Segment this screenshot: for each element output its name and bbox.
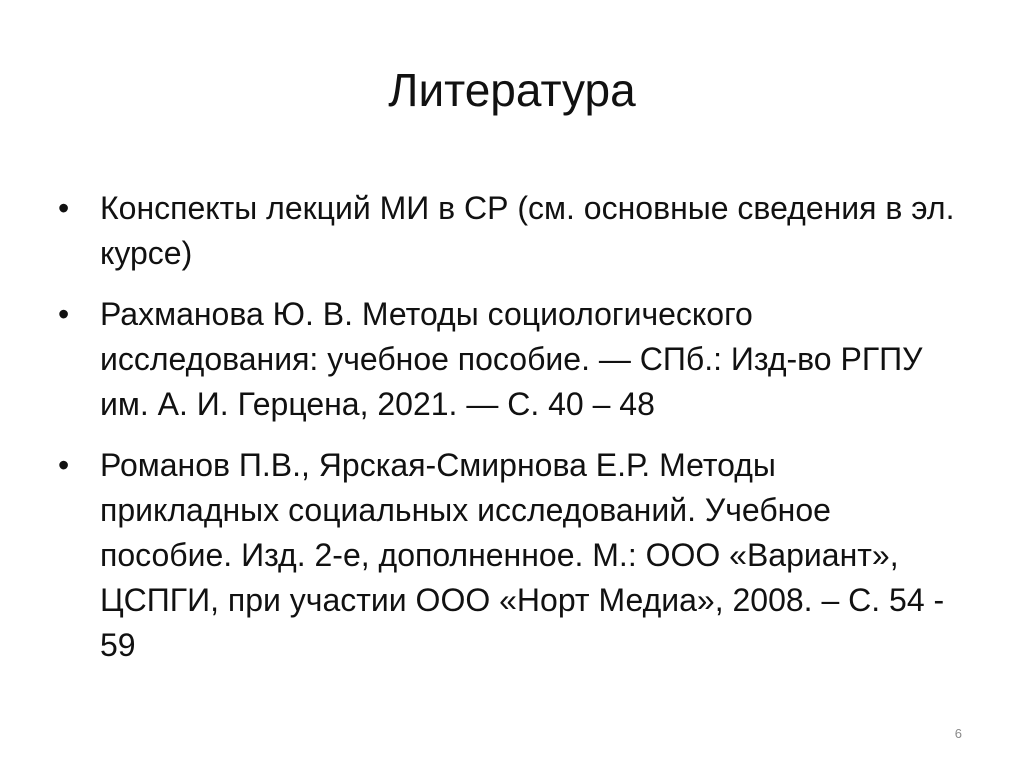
list-item (58, 186, 958, 276)
page-number: 6 (954, 726, 962, 741)
bullet-icon: • (58, 447, 70, 483)
bullet-icon: • (58, 296, 70, 332)
list-item-text: Рахманова Ю. В. Методы социологического исследования: учебное пособие. — СПб.: Изд-во РГПУ им. А. И. Герцена, 2021. — С. 40 – 48 (100, 296, 923, 422)
slide-title: Литература (388, 64, 636, 116)
list-item (58, 443, 958, 668)
list-item-text: Конспекты лекций МИ в СР (см. основные сведения в эл. курсе) (100, 190, 955, 271)
literature-list (58, 186, 958, 684)
list-item-text: Романов П.В., Ярская-Смирнова Е.Р. Методы прикладных социальных исследований. Учебное пособие. Изд. 2-е, дополненное. М.: ООО «Вариант», ЦСПГИ, при участии ООО «Норт Медиа», 2008. – С. 54 - 59 (100, 447, 945, 663)
bullet-icon: • (58, 190, 70, 226)
list-item (58, 292, 958, 427)
